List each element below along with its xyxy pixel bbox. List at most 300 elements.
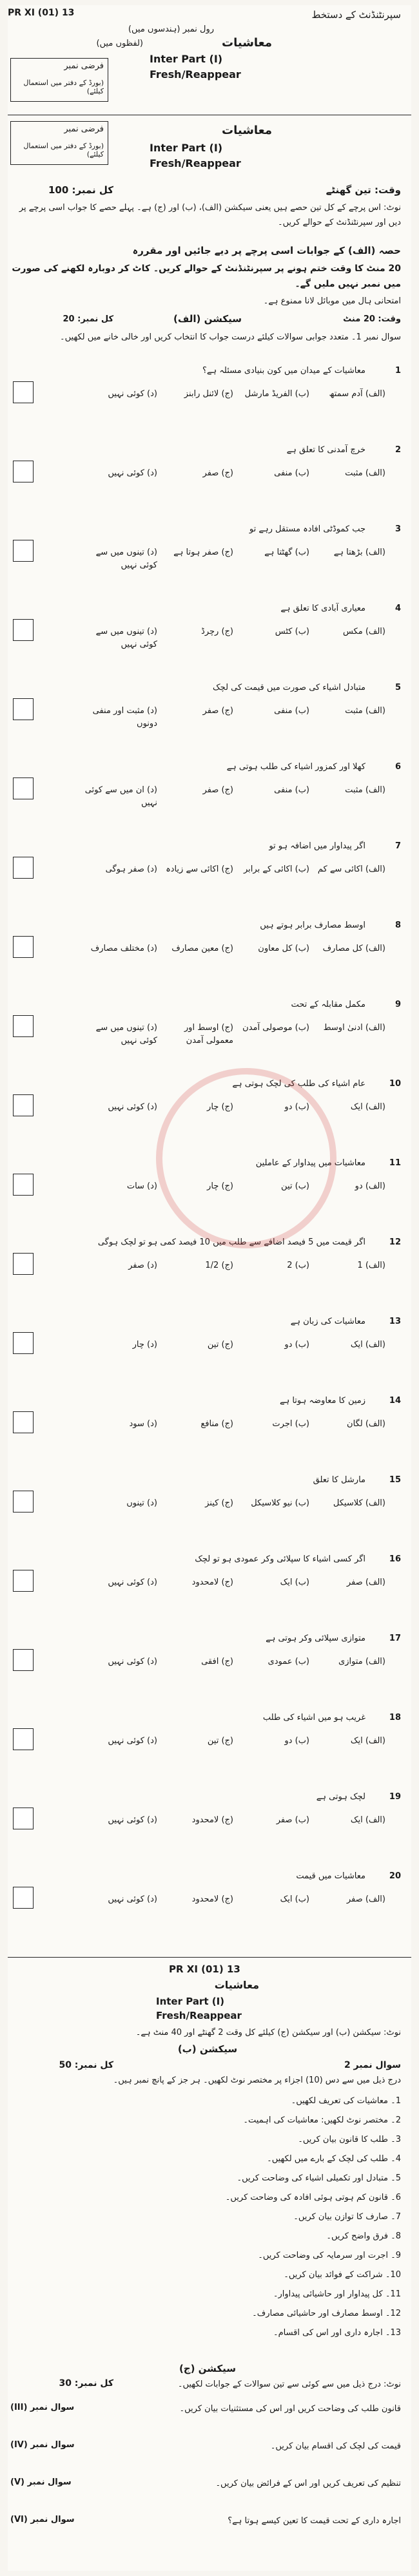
mcq-number: 6 [395, 762, 401, 772]
mcq-option-text: ایک [350, 1815, 363, 1825]
mcq-option-text: دو [284, 1736, 293, 1746]
q3-marks: کل نمبر: 30 [59, 2378, 113, 2389]
answer-box[interactable] [13, 1728, 34, 1750]
mcq-option-text: چار [207, 1102, 219, 1112]
mcq-option-letter: (ج) [219, 389, 233, 399]
mcq-number: 4 [395, 604, 401, 613]
long-question-text: تنظیم کی تعریف کریں اور اس کے فرائض بیان کریں۔ [215, 2479, 401, 2488]
mcq-option-text: سود [129, 1419, 144, 1429]
mcq-option-text: کینز [205, 1498, 219, 1508]
mcq-option[interactable] [309, 625, 385, 638]
mcq-option-letter: (ب) [292, 1815, 309, 1825]
mcq-option-text: اجرت [272, 1419, 293, 1429]
mobile-warning: امتحانی ہال میں موبائل لانا ممنوع ہے۔ [263, 296, 401, 306]
mcq-option-text: چار [207, 1181, 219, 1191]
status-label-2: Fresh/Reappear [150, 157, 241, 169]
mcq-option[interactable] [81, 1576, 157, 1589]
short-question: 8۔ فرق واضح کریں۔ [326, 2231, 401, 2241]
mcq-option-text: اوسط اور معمولی آمدن [184, 1023, 233, 1045]
mcq-option[interactable] [309, 942, 385, 955]
part-label-2: Inter Part (I) [150, 142, 223, 154]
mcq-number: 11 [389, 1158, 401, 1168]
mcq-number: 14 [389, 1396, 401, 1406]
mcq-option-letter: (ج) [219, 548, 233, 557]
mcq-option-letter: (ج) [219, 1578, 233, 1587]
mcq-option-letter: (د) [144, 1181, 157, 1191]
mcq-question: لچک ہوتی ہے [316, 1792, 365, 1802]
superintendent-label: سپرنٹنڈنٹ کے دستخط [311, 9, 401, 21]
mcq-option[interactable] [81, 1180, 157, 1193]
mcq-option-text: صفر [202, 468, 219, 478]
mcq-option-letter: (د) [144, 944, 157, 953]
mcq-option-text: سات [126, 1181, 144, 1191]
answer-box[interactable] [13, 1253, 34, 1275]
part-two-part: Inter Part (I) [156, 1996, 225, 2007]
mcq-number: 15 [389, 1475, 401, 1485]
mcq-option-letter: (ج) [219, 1657, 233, 1666]
short-question: 4۔ طلب کی لچک کے بارے میں لکھیں۔ [267, 2154, 401, 2164]
mcq-option[interactable] [233, 546, 309, 559]
mcq-option-letter: (ب) [292, 944, 309, 953]
mcq-number: 1 [395, 366, 401, 376]
mcq-option-letter: (د) [144, 1894, 157, 1904]
part-two-subject: معاشیات [214, 1979, 259, 1991]
mcq-option-letter: (الف) [362, 864, 385, 874]
mcq-option-letter: (ج) [219, 627, 233, 636]
mcq-option[interactable] [157, 784, 233, 797]
mcq-option[interactable] [233, 1735, 309, 1748]
mcq-option-text: رچرڈ [201, 627, 219, 636]
mcq-option-letter: (ب) [292, 864, 309, 874]
mcq-option-letter: (د) [144, 1340, 157, 1350]
mcq-option-letter: (د) [144, 468, 157, 478]
mcq-question: مارشل کا تعلق [313, 1475, 365, 1485]
section-marks: کل نمبر: 20 [63, 314, 113, 324]
mcq-option[interactable] [81, 942, 157, 955]
mcq-option[interactable] [309, 1418, 385, 1431]
answer-box[interactable] [13, 540, 34, 562]
mcq-option-text: کٹس [275, 627, 293, 636]
mcq-option[interactable] [309, 1655, 385, 1668]
mcq-option[interactable] [233, 863, 309, 876]
mcq-option[interactable] [309, 1893, 385, 1906]
section-b-title: سیکشن (ب) [177, 2043, 238, 2055]
mcq-option[interactable] [309, 1339, 385, 1351]
mcq-option[interactable] [233, 784, 309, 797]
mcq-option-text: بڑھتا ہے [333, 548, 363, 557]
mcq-option-text: کوئی نہیں [108, 389, 144, 399]
mcq-option[interactable] [157, 1339, 233, 1351]
mcq-option-letter: (د) [144, 1102, 157, 1112]
mcq-option[interactable] [81, 388, 157, 401]
mcq-option-text: صفر ہوتا ہے [173, 548, 219, 557]
mcq-option-text: اکائی سے کم [317, 864, 363, 874]
mcq-option-text: چار [132, 1340, 144, 1350]
mcq-option[interactable] [309, 388, 385, 401]
mcq-option-text: تینوں میں سے کوئی نہیں [95, 1023, 157, 1045]
mcq-option-text: لامحدود [191, 1578, 219, 1587]
mcq-option-text: کل مصارف [322, 944, 363, 953]
mcq-option-text: کوئی نہیں [108, 1894, 144, 1904]
mcq-option-letter: (الف) [362, 548, 385, 557]
long-question-text: قانون طلب کی وضاحت کریں اور اس کی مستثنیات بیان کریں۔ [179, 2404, 401, 2414]
mcq-option-text: 2 [287, 1261, 293, 1270]
mcq-option[interactable] [157, 1259, 233, 1272]
mcq-option[interactable] [81, 1735, 157, 1748]
mcq-option[interactable] [81, 546, 157, 571]
mcq-option[interactable] [157, 467, 233, 480]
short-question: 13۔ اجارہ داری اور اس کی اقسام۔ [273, 2328, 401, 2338]
mcq-option-letter: (ب) [292, 1181, 309, 1191]
answer-box[interactable] [13, 461, 34, 482]
mcq-option[interactable] [309, 1814, 385, 1827]
divider-part-two [8, 1957, 411, 1958]
mcq-option[interactable] [309, 1735, 385, 1748]
mcq-option-letter: (ج) [219, 1181, 233, 1191]
short-question: 10۔ شراکت کے فوائد بیان کریں۔ [284, 2270, 401, 2280]
mcq-option-letter: (د) [144, 1261, 157, 1270]
mcq-option-letter: (ب) [292, 1736, 309, 1746]
mcq-option-letter: (ج) [219, 944, 233, 953]
mcq-option-text: گھٹتا ہے [264, 548, 293, 557]
mcq-question: معاشیات کے میدان میں کون بنیادی مسئلہ ہے؟ [202, 366, 365, 376]
mcq-option-text: لامحدود [191, 1894, 219, 1904]
mcq-question: مکمل مقابلہ کے تحت [291, 1000, 365, 1009]
mcq-option-text: تین [207, 1340, 219, 1350]
mcq-option[interactable] [157, 1497, 233, 1510]
mcq-option-letter: (ب) [292, 1023, 309, 1033]
mcq-number: 5 [395, 683, 401, 692]
mcq-option[interactable] [81, 1339, 157, 1351]
mcq-option[interactable] [233, 1418, 309, 1431]
mcq-option-text: ایک [280, 1578, 293, 1587]
answer-box[interactable] [13, 698, 34, 720]
mcq-option-letter: (د) [144, 1578, 157, 1587]
mcq-number: 13 [389, 1317, 401, 1326]
mcq-option[interactable] [81, 863, 157, 876]
mcq-option-text: منفی [274, 785, 293, 795]
mcq-option[interactable] [309, 705, 385, 718]
mcq-option-text: صفر [202, 706, 219, 716]
mcq-option-text: افقی [201, 1657, 219, 1666]
fake-number-box[interactable] [10, 58, 108, 102]
mcq-option-letter: (الف) [362, 468, 385, 478]
mcq-option-letter: (ب) [292, 1657, 309, 1666]
mcq-option-letter: (الف) [362, 1181, 385, 1191]
mcq-option[interactable] [309, 1497, 385, 1510]
paper-code: PR XI (01) 13 [8, 8, 75, 18]
mcq-question: اگر قیمت میں 5 فیصد اضافے سے طلب میں 10 فیصد کمی ہو تو لچک ہوگی [97, 1237, 365, 1247]
mcq-number: 19 [389, 1792, 401, 1802]
mcq-option[interactable] [81, 1022, 157, 1047]
mcq-option-letter: (د) [144, 1498, 157, 1508]
mcq-option-text: دو [284, 1340, 293, 1350]
mcq-option[interactable] [233, 625, 309, 638]
mcq-option-letter: (الف) [362, 706, 385, 716]
mcq-option[interactable] [157, 1576, 233, 1589]
subject-title-2: معاشیات [222, 124, 272, 137]
mcq-question: غریب ہو میں اشیاء کی طلب [262, 1713, 365, 1722]
mcq-option-text: منافع [200, 1419, 219, 1429]
answer-box[interactable] [13, 1570, 34, 1592]
mcq-question: معاشیات میں پیداوار کے عاملین [255, 1158, 365, 1168]
short-question: 7۔ صارف کا توازن بیان کریں۔ [293, 2212, 401, 2222]
mcq-option-letter: (ج) [219, 1736, 233, 1746]
mcq-option-text: کل معاون [258, 944, 293, 953]
mcq-option-text: منفی [274, 706, 293, 716]
mcq-option[interactable] [233, 1259, 309, 1272]
answer-box[interactable] [13, 619, 34, 641]
mcq-option-text: دو [284, 1102, 293, 1112]
mcq-option[interactable] [233, 705, 309, 718]
mcq-option[interactable] [157, 1893, 233, 1906]
mcq-option[interactable] [233, 1022, 309, 1035]
mcq-option[interactable] [233, 1576, 309, 1589]
mcq-option-text: کوئی نہیں [108, 1657, 144, 1666]
mcq-option[interactable] [309, 1022, 385, 1035]
answer-box[interactable] [13, 1649, 34, 1671]
mcq-question: زمین کا معاوضہ ہوتا ہے [279, 1396, 365, 1406]
answer-box[interactable] [13, 1491, 34, 1512]
mcq-question: معیاری آبادی کا تعلق ہے [280, 604, 365, 613]
answer-box[interactable] [13, 1332, 34, 1354]
mcq-option-text: صفر [276, 1815, 293, 1825]
mcq-option-text: ایک [350, 1340, 363, 1350]
mcq-question: عام اشیاء کی طلب کی لچک ہوتی ہے [232, 1079, 365, 1089]
mcq-option[interactable] [81, 705, 157, 730]
question-1-label: سوال نمبر 1۔ متعدد جوابی سوالات کیلئے درست جواب کا انتخاب کریں اور خالی خانے میں لکھیں۔ [60, 332, 401, 342]
mcq-option-text: صفر [128, 1261, 144, 1270]
mcq-option-letter: (الف) [362, 1261, 385, 1270]
mcq-option-text: مختلف مصارف [90, 944, 144, 953]
mcq-option-letter: (ب) [292, 468, 309, 478]
mcq-option-letter: (د) [144, 785, 157, 795]
mcq-option-text: معین مصارف [171, 944, 219, 953]
mcq-option-letter: (د) [144, 1419, 157, 1429]
answer-box[interactable] [13, 1808, 34, 1829]
short-question: 12۔ اوسط مصارف اور حاشیائی مصارف۔ [252, 2309, 401, 2318]
exam-paper [8, 5, 411, 2571]
mcq-option[interactable] [157, 388, 233, 401]
short-question: 6۔ قانون کم ہوتی ہوئی افادہ کی وضاحت کریں۔ [225, 2193, 401, 2202]
mcq-option-text: دو [355, 1181, 363, 1191]
mcq-option[interactable] [81, 1497, 157, 1510]
mcq-option[interactable] [81, 1101, 157, 1114]
mcq-option[interactable] [81, 1893, 157, 1906]
mcq-option-text: ایک [350, 1736, 363, 1746]
mcq-option-letter: (ب) [292, 1419, 309, 1429]
mcq-option[interactable] [309, 784, 385, 797]
mcq-option-text: نیو کلاسیکل [251, 1498, 293, 1508]
subject-title: معاشیات [222, 36, 272, 50]
mcq-option-letter: (د) [144, 389, 157, 399]
mcq-option-text: مثبت [345, 706, 363, 716]
mcq-option-text: ادنیٰ اوسط [323, 1023, 363, 1033]
mcq-option-text: مکس [342, 627, 363, 636]
section-a-note: حصہ (الف) کے جوابات اسی پرچے پر دیے جائیں اور مقررہ [132, 245, 401, 256]
section-c-title: سیکشن (ج) [179, 2363, 237, 2374]
mcq-option[interactable] [233, 942, 309, 955]
mcq-question: خرچ آمدنی کا تعلق ہے [286, 445, 365, 455]
mcq-option[interactable] [233, 1814, 309, 1827]
mcq-number: 20 [389, 1871, 401, 1881]
board-use-label-2: (بورڈ کے دفتر میں استعمال کیلئے) [23, 142, 104, 158]
mcq-option[interactable] [157, 1022, 233, 1047]
mcq-option[interactable] [309, 546, 385, 559]
answer-box[interactable] [13, 1015, 34, 1037]
mcq-number: 17 [389, 1634, 401, 1643]
part-label: Inter Part (I) [150, 53, 223, 65]
section-a-title: سیکشن (الف) [173, 313, 242, 325]
mcq-option-text: تینوں [126, 1498, 144, 1508]
long-question-label: سوال نمبر (III) [10, 2403, 75, 2412]
mcq-option[interactable] [81, 467, 157, 480]
short-question: 3۔ طلب کا قانون بیان کریں۔ [298, 2135, 401, 2144]
mcq-option[interactable] [157, 1735, 233, 1748]
part-two-status: Fresh/Reappear [156, 2010, 242, 2021]
mcq-option-letter: (ج) [219, 1498, 233, 1508]
mcq-number: 7 [395, 841, 401, 851]
mcq-option-letter: (الف) [362, 785, 385, 795]
mcq-question: معاشیات میں قیمت [296, 1871, 365, 1881]
mcq-option[interactable] [157, 1418, 233, 1431]
short-question: 9۔ اجرت اور سرمایہ کی وضاحت کریں۔ [258, 2251, 401, 2260]
q2-text: درج ذیل میں سے دس (10) اجزاء پر مختصر نوٹ لکھیں۔ ہر جز کے پانچ نمبر ہیں۔ [113, 2075, 401, 2085]
mcq-option[interactable] [81, 1814, 157, 1827]
mcq-option-text: 1/2 [205, 1261, 219, 1270]
answer-box[interactable] [13, 1411, 34, 1433]
minutes-note: 20 منٹ کا وقت ختم ہونے پر سپرنٹنڈنٹ کے حوالے کریں۔ کاٹ کر دوبارہ لکھنے کی صورت میں نمبر نہیں ملیں گے۔ [12, 263, 401, 289]
answer-box[interactable] [13, 1174, 34, 1196]
mcq-option-text: تین [207, 1736, 219, 1746]
mcq-option[interactable] [309, 1259, 385, 1272]
mcq-option-letter: (د) [144, 627, 157, 636]
mcq-option[interactable] [157, 1814, 233, 1827]
mcq-option-text: لامحدود [191, 1815, 219, 1825]
part-two-code: PR XI (01) 13 [169, 1963, 240, 1975]
mcq-option-text: آدم سمتھ [329, 389, 363, 399]
mcq-option-letter: (ب) [292, 1894, 309, 1904]
mcq-option-text: ایک [280, 1894, 293, 1904]
section-c-note: نوٹ: درج ذیل میں سے کوئی سے تین سوالات کے جوابات لکھیں۔ [177, 2380, 401, 2389]
section-b-note: نوٹ: سیکشن (ب) اور سیکشن (ج) کیلئے کل وقت 2 گھنٹے اور 40 منٹ ہے۔ [135, 2028, 401, 2037]
mcq-option[interactable] [157, 705, 233, 718]
short-question: 11۔ کل پیداوار اور حاشیائی پیداوار۔ [273, 2289, 401, 2299]
mcq-number: 2 [395, 445, 401, 455]
mcq-option[interactable] [233, 467, 309, 480]
mcq-option[interactable] [157, 625, 233, 638]
mcq-option[interactable] [309, 1576, 385, 1589]
mcq-option[interactable] [233, 1893, 309, 1906]
mcq-option[interactable] [157, 546, 233, 559]
mcq-option[interactable] [81, 625, 157, 651]
answer-box[interactable] [13, 1094, 34, 1116]
mcq-option[interactable] [233, 1339, 309, 1351]
mcq-option-text: کوئی نہیں [108, 1736, 144, 1746]
mcq-option-letter: (ب) [292, 548, 309, 557]
answer-box[interactable] [13, 778, 34, 799]
mcq-option-letter: (ج) [219, 1894, 233, 1904]
mcq-option-text: کوئی نہیں [108, 468, 144, 478]
fake-number-box-2[interactable] [10, 121, 108, 165]
mcq-number: 16 [389, 1554, 401, 1564]
mcq-option-letter: (د) [144, 1657, 157, 1666]
mcq-option-letter: (الف) [362, 944, 385, 953]
mcq-option-letter: (ب) [292, 1340, 309, 1350]
mcq-option-text: عمودی [268, 1657, 293, 1666]
mcq-option-letter: (ج) [219, 864, 233, 874]
short-question: 5۔ متبادل اور تکمیلی اشیاء کی وضاحت کریں۔ [237, 2173, 401, 2183]
roll-words-label: (لفظوں میں) [96, 39, 143, 48]
mcq-option[interactable] [81, 1259, 157, 1272]
mcq-question: متبادل اشیاء کی صورت میں قیمت کی لچک [213, 683, 365, 692]
mcq-option-letter: (د) [144, 864, 157, 874]
mcq-option-letter: (د) [144, 1815, 157, 1825]
long-question-label: سوال نمبر (IV) [10, 2440, 75, 2450]
board-use-label: (بورڈ کے دفتر میں استعمال کیلئے) [23, 79, 104, 95]
mcq-question: اگر کسی اشیاء کا سپلائی وکر عمودی ہو تو لچک [195, 1554, 365, 1564]
short-question: 1۔ معاشیات کی تعریف لکھیں۔ [291, 2096, 401, 2106]
mcq-option[interactable] [233, 1655, 309, 1668]
mcq-option[interactable] [309, 467, 385, 480]
mcq-option-text: صفر ہوگی [105, 864, 144, 874]
mcq-question: کھلا اور کمزور اشیاء کی طلب ہوتی ہے [226, 762, 365, 772]
answer-box[interactable] [13, 381, 34, 403]
mcq-option[interactable] [157, 863, 233, 876]
mcq-option[interactable] [157, 942, 233, 955]
mcq-question: اوسط مصارف برابر ہوتے ہیں [260, 921, 365, 930]
mcq-option-letter: (الف) [362, 1023, 385, 1033]
mcq-option-letter: (الف) [362, 1894, 385, 1904]
mcq-number: 3 [395, 524, 401, 534]
mcq-option-text: اکائی کے برابر [244, 864, 293, 874]
mcq-question: اگر پیداوار میں اضافہ ہو تو [269, 841, 365, 851]
mcq-option[interactable] [81, 1418, 157, 1431]
mcq-number: 10 [389, 1079, 401, 1089]
mcq-option[interactable] [81, 1655, 157, 1668]
roll-number-label: رول نمبر (ہندسوں میں) [128, 24, 214, 34]
mcq-option-letter: (ب) [292, 389, 309, 399]
answer-box[interactable] [13, 1887, 34, 1909]
mcq-question: جب کموڈٹی افادہ مستقل رہے تو [249, 524, 365, 534]
mcq-option-letter: (ج) [219, 706, 233, 716]
mcq-option[interactable] [157, 1655, 233, 1668]
status-label: Fresh/Reappear [150, 68, 241, 81]
mcq-option-text: منفی [274, 468, 293, 478]
answer-box[interactable] [13, 857, 34, 879]
mcq-option-text: مثبت [345, 785, 363, 795]
mcq-option[interactable] [233, 388, 309, 401]
mcq-option-letter: (الف) [362, 389, 385, 399]
mcq-option[interactable] [309, 863, 385, 876]
short-question: 2۔ مختصر نوٹ لکھیں: معاشیات کی اہمیت۔ [243, 2115, 401, 2125]
long-question-label: سوال نمبر (VI) [10, 2515, 75, 2524]
mcq-option-letter: (ج) [219, 785, 233, 795]
mcq-option-text: کوئی نہیں [108, 1102, 144, 1112]
long-question-text: اجارہ داری کے تحت قیمت کا تعین کیسے ہوتا ہے؟ [228, 2516, 401, 2526]
mcq-option-letter: (ج) [219, 1340, 233, 1350]
mcq-option-text: صفر [346, 1578, 363, 1587]
fake-number-label: فرضی نمبر [64, 61, 104, 71]
answer-box[interactable] [13, 936, 34, 958]
mcq-option[interactable] [81, 784, 157, 809]
mcq-option[interactable] [233, 1497, 309, 1510]
mcq-number: 18 [389, 1713, 401, 1722]
mcq-option-text: مثبت [345, 468, 363, 478]
mcq-option-letter: (ج) [219, 1419, 233, 1429]
mcq-option-text: متوازی [338, 1657, 363, 1666]
q2-marks: کل نمبر: 50 [59, 2060, 113, 2070]
